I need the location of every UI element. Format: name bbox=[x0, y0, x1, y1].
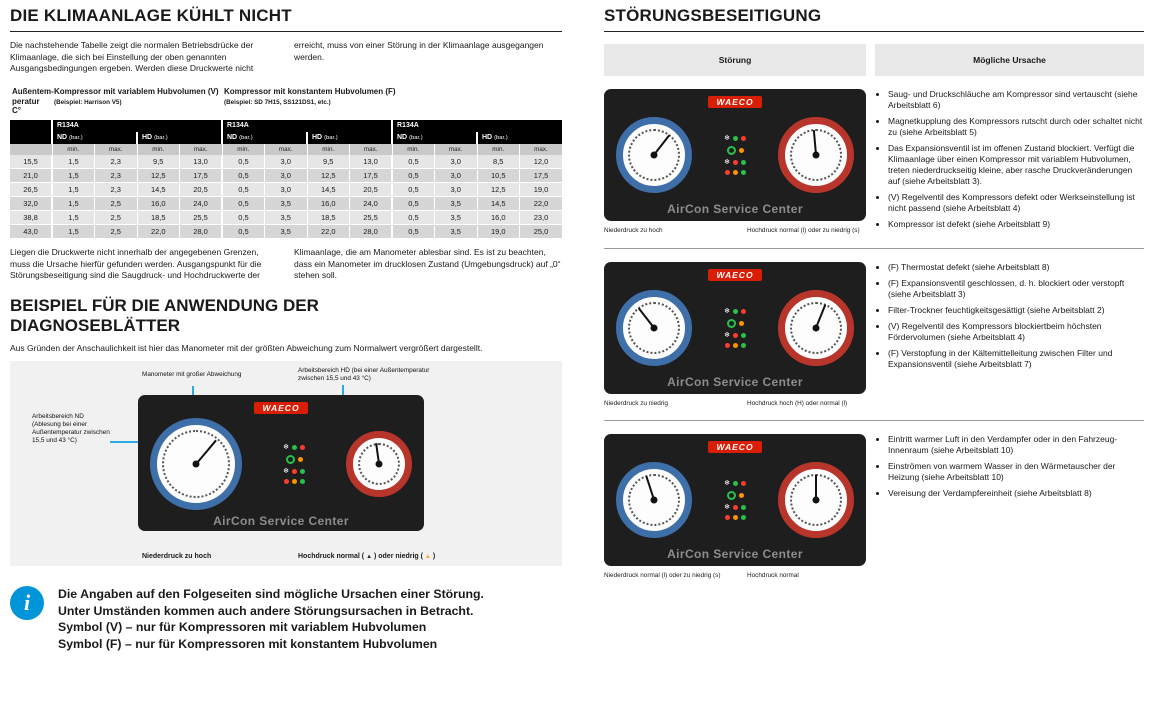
hd-header: HD (bar.) bbox=[307, 132, 392, 144]
troubleshooting-headers bbox=[604, 44, 1144, 76]
low-pressure-gauge-icon bbox=[616, 117, 692, 193]
caption-niederdruck: Niederdruck zu niedrig bbox=[604, 399, 668, 407]
hd-header: HD (bar.) bbox=[137, 132, 222, 144]
pressure-table bbox=[10, 85, 562, 239]
bullet-item: • Magnetkupplung des Kompressors rutscht durch oder schaltet nicht zu (siehe Arbeitsblatt 5) bbox=[888, 116, 1144, 138]
refrigerant-label: R134A bbox=[222, 120, 392, 132]
snowflake-icon: ❄ bbox=[724, 503, 730, 511]
bullet-item: • Saug- und Druckschläuche am Kompressor sind vertauscht (siehe Arbeitsblatt 6) bbox=[888, 89, 1144, 111]
label-arbeitsbereich-hd: Arbeitsbereich HD (bei einer Außentemperatur zwischen 15,5 und 43 °C) bbox=[298, 367, 430, 383]
device-captions bbox=[604, 572, 866, 580]
page-title-right: STÖRUNGSBESEITIGUNG bbox=[604, 6, 1144, 32]
column-header-stoerung: Störung bbox=[604, 44, 866, 76]
caption-niederdruck: Niederdruck zu hoch bbox=[604, 227, 663, 234]
device-name-label: AirCon Service Center bbox=[667, 202, 803, 216]
device-name-label: AirCon Service Center bbox=[213, 514, 349, 529]
device-captions bbox=[604, 227, 866, 235]
triangle-icon: ▲ bbox=[366, 554, 373, 561]
info-note bbox=[10, 586, 562, 652]
caption-hochdruck: Hochdruck hoch (H) oder normal (l) bbox=[747, 399, 848, 407]
bullet-item: • Vereisung der Verdampfereinheit (siehe Arbeitsblatt 8) bbox=[888, 488, 1144, 499]
low-pressure-gauge-icon bbox=[150, 418, 242, 510]
temp-column-header: Außentem- peratur C° bbox=[10, 85, 52, 120]
group2-header: Kompressor mit konstantem Hubvolumen (F) (Beispiel: SD 7H15, SS121DS1, etc.) bbox=[222, 85, 562, 120]
snowflake-icon: ❄ bbox=[724, 135, 730, 142]
cause-list bbox=[875, 434, 1144, 499]
after-col-2: Klimaanlage, die am Manometer ablesbar sind. Es ist zu beachten, dass ein Manometer im drucklosen Zustand (Umgebungsdruck) auf „0“ stehen soll. bbox=[294, 246, 561, 281]
high-pressure-gauge-icon bbox=[778, 117, 854, 193]
column-header-ursache: Mögliche Ursache bbox=[875, 44, 1144, 76]
hd-header: HD (bar.) bbox=[477, 132, 562, 144]
indicator-lights bbox=[283, 444, 305, 484]
aircon-device bbox=[138, 395, 424, 531]
right-column bbox=[604, 6, 1144, 592]
device-name-label: AirCon Service Center bbox=[667, 546, 803, 561]
waeco-logo: WAECO bbox=[254, 402, 307, 414]
intro-col-1: Die nachstehende Tabelle zeigt die normalen Betriebsdrücke der Klimaanlage, die sich bei Einstellung der oben genannten Ausgangsbedingungen ergeben. Werden diese Druckwerte nicht bbox=[10, 40, 254, 74]
device-captions bbox=[604, 400, 866, 408]
left-column bbox=[10, 6, 562, 653]
aircon-device bbox=[604, 262, 866, 394]
trouble-row-1 bbox=[604, 76, 1144, 249]
bullet-item: • (F) Thermostat defekt (siehe Arbeitsblatt 8) bbox=[888, 262, 1144, 273]
info-text: Die Angaben auf den Folgeseiten sind mögliche Ursachen einer Störung. Unter Umständen kommen auch andere Störungsursachen in Betracht. Symbol (V) – nur für Kompressoren mit variablem Hubvolumen Symbol (F) – nur für Kompressoren mit konstantem Hubvolumen bbox=[58, 587, 484, 651]
bullet-item: • Kompressor ist defekt (siehe Arbeitsblatt 9) bbox=[888, 219, 1144, 230]
indicator-lights bbox=[724, 480, 746, 520]
table-row: 43,0 1,5 2,5 22,0 28,0 0,5 3,5 22,0 28,0 0,5 3,5 19,0 25,0 bbox=[10, 224, 562, 238]
page-title-left: DIE KLIMAANLAGE KÜHLT NICHT bbox=[10, 6, 562, 32]
high-pressure-gauge-icon bbox=[778, 462, 854, 538]
nd-header: ND (bar.) bbox=[392, 132, 477, 144]
cause-list bbox=[875, 89, 1144, 231]
waeco-logo: WAECO bbox=[708, 96, 761, 108]
snowflake-icon: ❄ bbox=[724, 479, 730, 487]
section2-title: BEISPIEL FÜR DIE ANWENDUNG DER DIAGNOSEBLÄTTER bbox=[10, 296, 319, 336]
info-icon: i bbox=[10, 586, 44, 620]
bullet-item: • Eintritt warmer Luft in den Verdampfer oder in den Fahrzeug-Innenraum (siehe Arbeitsblatt 10) bbox=[888, 434, 1144, 456]
snowflake-icon: ❄ bbox=[724, 307, 730, 315]
knob-icon bbox=[727, 491, 736, 500]
caption-niederdruck: Niederdruck normal (l) oder zu niedrig (s) bbox=[604, 571, 721, 579]
knob-icon bbox=[727, 319, 736, 328]
nd-header: ND (bar.) bbox=[52, 132, 137, 144]
section2-intro: Aus Gründen der Anschaulichkeit ist hier das Manometer mit der größten Abweichung zum Normalwert vergrößert dargestellt. bbox=[10, 343, 483, 354]
low-pressure-gauge-icon bbox=[616, 290, 692, 366]
nd-header: ND (bar.) bbox=[222, 132, 307, 144]
label-manometer: Manometer mit großer Abweichung bbox=[142, 371, 242, 379]
table-row: 32,0 1,5 2,5 16,0 24,0 0,5 3,5 16,0 24,0 0,5 3,5 14,5 22,0 bbox=[10, 196, 562, 210]
table-row: 38,8 1,5 2,5 18,5 25,5 0,5 3,5 18,5 25,5 0,5 3,5 16,0 23,0 bbox=[10, 210, 562, 224]
table-row: 21,0 1,5 2,3 12,5 17,5 0,5 3,0 12,5 17,5 0,5 3,0 10,5 17,5 bbox=[10, 168, 562, 182]
bullet-item: • Das Expansionsventil ist im offenen Zustand blockiert. Verfügt die Klimaanlage über einen Kompressor mit variablem Hubvolumen, treten niederdruckseitig kleine, aber rasche Druckveränderungen auf (siehe Arbeitsblatt 3). bbox=[888, 143, 1144, 187]
diagnosis-diagram bbox=[10, 361, 562, 566]
refrigerant-row bbox=[10, 120, 562, 132]
snowflake-icon: ❄ bbox=[724, 159, 730, 166]
triangle-icon: ▲ bbox=[424, 554, 431, 561]
caption-hochdruck: Hochdruck normal (l) oder zu niedrig (s) bbox=[747, 227, 860, 234]
caption-hochdruck: Hochdruck normal bbox=[747, 571, 799, 579]
device-name-label: AirCon Service Center bbox=[667, 374, 803, 389]
indicator-lights bbox=[724, 135, 746, 175]
min-max-row: min. max. min. max. min. max. min. max. min. max. min. max. bbox=[10, 144, 562, 155]
high-pressure-gauge-icon bbox=[778, 290, 854, 366]
indicator-lights bbox=[724, 308, 746, 348]
trouble-row-2 bbox=[604, 249, 1144, 421]
bullet-item: • (V) Regelventil des Kompressors defekt oder Werkseinstellung ist nicht passend (siehe Arbeitsblatt 4) bbox=[888, 192, 1144, 214]
knob-icon bbox=[727, 146, 736, 155]
after-table-text bbox=[10, 247, 562, 282]
high-pressure-gauge-icon bbox=[346, 431, 412, 497]
bullet-item: • (V) Regelventil des Kompressors blockiertbeim höchsten Fördervolumen (siehe Arbeitsblatt 4) bbox=[888, 321, 1144, 343]
aircon-device bbox=[604, 89, 866, 221]
intro-text bbox=[10, 40, 562, 75]
bullet-item: • (F) Verstopfung in der Kältemittelleitung zwischen Filter und Expansionsventil (siehe Arbeitsblatt 7) bbox=[888, 348, 1144, 370]
bullet-item: • Einströmen von warmem Wasser in den Wärmetauscher der Heizung (siehe Arbeitsblatt 10) bbox=[888, 461, 1144, 483]
refrigerant-label: R134A bbox=[392, 120, 562, 132]
after-col-1: Liegen die Druckwerte nicht innerhalb der angegebenen Grenzen, muss die Ursache hierfür gefunden werden. Ausgangspunkt für die Störungsbeseitigung sind die Saugdruck- und Hochdruckwerte der bbox=[10, 246, 262, 281]
diagram-caption-left: Niederdruck zu hoch bbox=[142, 553, 212, 561]
intro-col-2: erreicht, muss von einer Störung in der Klimaanlage ausgegangen werden. bbox=[294, 40, 544, 62]
nd-hd-row bbox=[10, 132, 562, 144]
snowflake-icon: ❄ bbox=[724, 331, 730, 339]
knob-icon bbox=[286, 455, 295, 464]
label-arbeitsbereich-nd: Arbeitsbereich ND (Ablesung bei einer Außentemperatur zwischen 15,5 und 43 °C) bbox=[32, 413, 110, 445]
bullet-item: • (F) Expansionsventil geschlossen, d. h. blockiert oder verstopft (siehe Arbeitsblatt 3) bbox=[888, 278, 1144, 300]
waeco-logo: WAECO bbox=[708, 441, 761, 453]
pressure-table-body bbox=[10, 155, 562, 239]
refrigerant-label: R134A bbox=[52, 120, 222, 132]
cause-list bbox=[875, 262, 1144, 370]
trouble-row-3 bbox=[604, 421, 1144, 592]
snowflake-icon: ❄ bbox=[283, 468, 289, 476]
table-row: 15,5 1,5 2,3 9,5 13,0 0,5 3,0 9,5 13,0 0,5 3,0 8,5 12,0 bbox=[10, 155, 562, 169]
annotation-line bbox=[110, 441, 140, 443]
table-row: 26,5 1,5 2,3 14,5 20,5 0,5 3,0 14,5 20,5 0,5 3,0 12,5 19,0 bbox=[10, 182, 562, 196]
snowflake-icon: ❄ bbox=[283, 444, 289, 452]
low-pressure-gauge-icon bbox=[616, 462, 692, 538]
aircon-device bbox=[604, 434, 866, 566]
table-group-header-row bbox=[10, 85, 562, 120]
diagram-caption-right: Hochdruck normal ( ▲ ) oder niedrig ( ▲ ) bbox=[298, 553, 436, 561]
bullet-item: • Filter-Trockner feuchtigkeitsgesättigt (siehe Arbeitsblatt 2) bbox=[888, 305, 1144, 316]
waeco-logo: WAECO bbox=[708, 269, 761, 281]
group1-header: Kompressor mit variablem Hubvolumen (V) (Beispiel: Harrison V5) bbox=[52, 85, 222, 120]
